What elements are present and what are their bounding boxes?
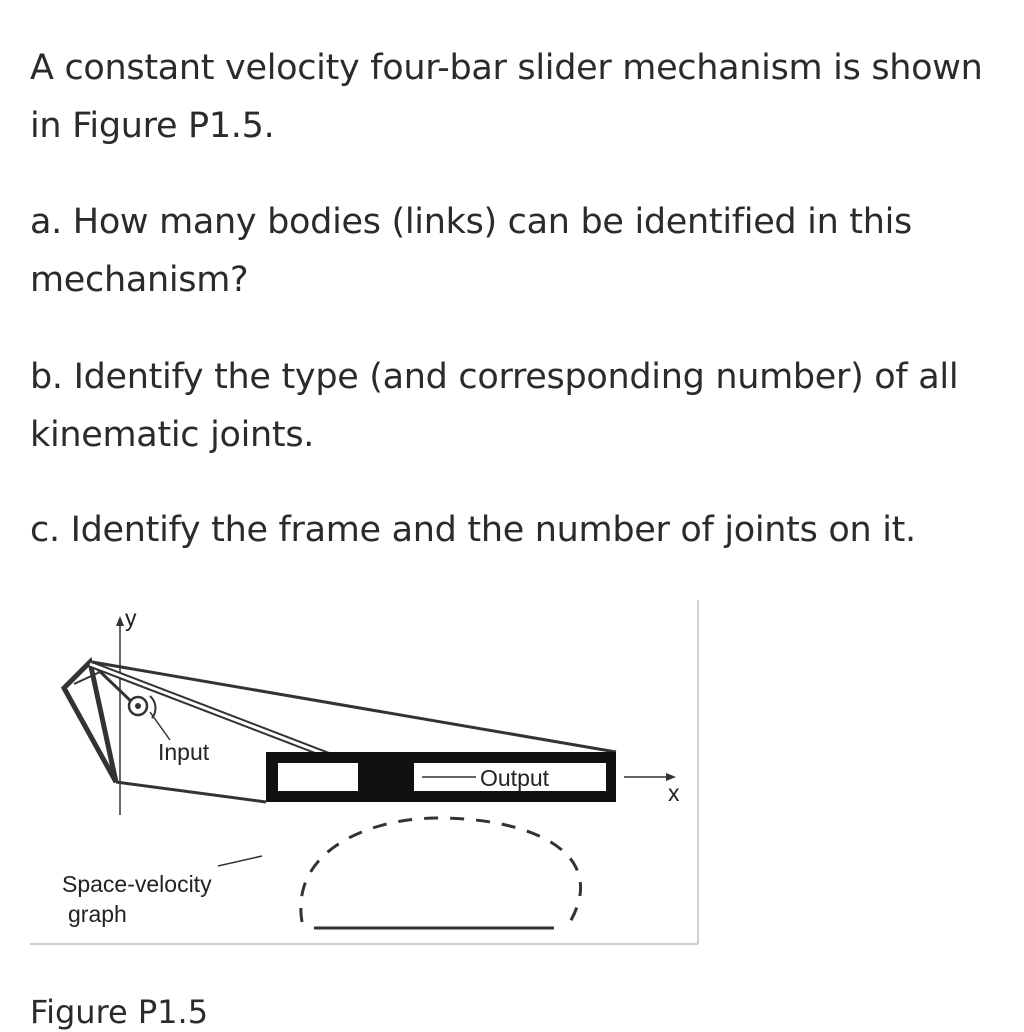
y-axis-label: y bbox=[125, 605, 137, 631]
figure-caption: Figure P1.5 bbox=[30, 993, 209, 1031]
input-pivot-joint bbox=[129, 697, 147, 715]
graph-label-line2: graph bbox=[68, 901, 127, 927]
x-axis-label: x bbox=[668, 780, 680, 806]
y-axis bbox=[116, 616, 124, 815]
question-part-b: b. Identify the type (and corresponding number) of all kinematic joints. bbox=[30, 357, 959, 455]
question-part-a: a. How many bodies (links) can be identified in this mechanism? bbox=[30, 202, 912, 300]
graph-label-line1: Space-velocity bbox=[62, 871, 212, 897]
question-part-c: c. Identify the frame and the number of joints on it. bbox=[30, 510, 916, 550]
lower-frame-link bbox=[116, 782, 266, 802]
graph-label-pointer bbox=[218, 856, 262, 866]
output-label: Output bbox=[480, 765, 550, 791]
problem-intro: A constant velocity four-bar slider mechanism is shown in Figure P1.5. bbox=[30, 48, 983, 146]
velocity-curve bbox=[301, 818, 581, 922]
input-label: Input bbox=[158, 739, 210, 765]
input-leader-line bbox=[150, 712, 170, 740]
figure-p1-5 bbox=[30, 600, 700, 946]
